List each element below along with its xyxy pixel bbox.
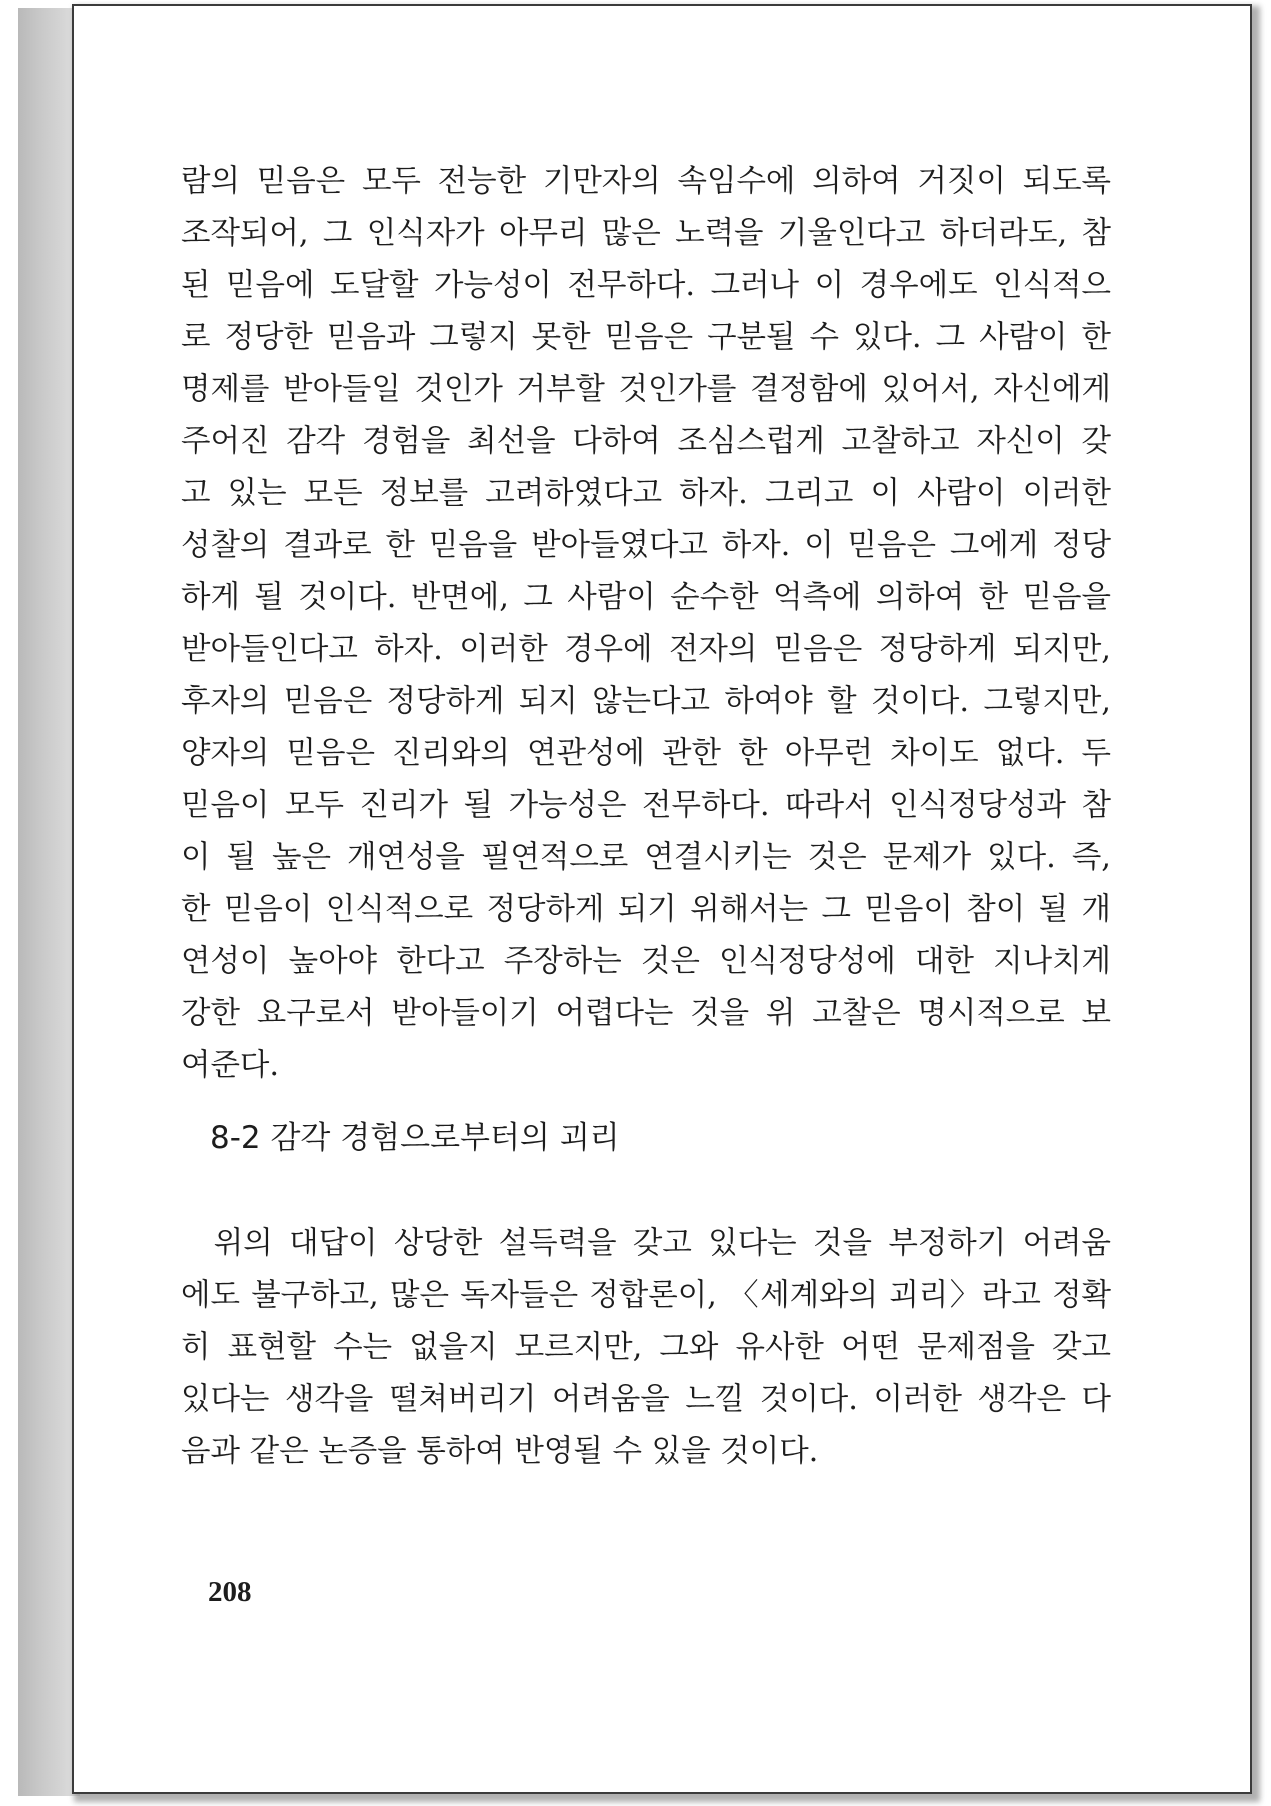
- book-spine-edge: [18, 8, 80, 1796]
- text-line: 고 있는 모든 정보를 고려하였다고 하자. 그리고 이 사람이 이러한: [181, 476, 1111, 511]
- text-line: 여준다.: [181, 1048, 280, 1083]
- text-line: 위의 대답이 상당한 설득력을 갖고 있다는 것을 부정하기 어려움: [181, 1226, 1111, 1261]
- section-heading: 8-2 감각 경험으로부터의 괴리: [210, 1120, 620, 1156]
- text-line: 람의 믿음은 모두 전능한 기만자의 속임수에 의하여 거짓이 되도록: [181, 164, 1111, 199]
- text-line: 조작되어, 그 인식자가 아무리 많은 노력을 기울인다고 하더라도, 참: [181, 216, 1111, 251]
- text-line: 된 믿음에 도달할 가능성이 전무하다. 그러나 이 경우에도 인식적으: [181, 268, 1111, 303]
- text-line: 양자의 믿음은 진리와의 연관성에 관한 한 아무런 차이도 없다. 두: [181, 736, 1111, 771]
- text-line: 하게 될 것이다. 반면에, 그 사람이 순수한 억측에 의하여 한 믿음을: [181, 580, 1111, 615]
- text-line: 있다는 생각을 떨쳐버리기 어려움을 느낄 것이다. 이러한 생각은 다: [181, 1382, 1111, 1417]
- page-number: 208: [208, 1576, 252, 1608]
- text-line: 로 정당한 믿음과 그렇지 못한 믿음은 구분될 수 있다. 그 사람이 한: [181, 320, 1111, 355]
- text-line: 한 믿음이 인식적으로 정당하게 되기 위해서는 그 믿음이 참이 될 개: [181, 892, 1111, 927]
- text-line: 히 표현할 수는 없을지 모르지만, 그와 유사한 어떤 문제점을 갖고: [181, 1330, 1111, 1365]
- text-line: 이 될 높은 개연성을 필연적으로 연결시키는 것은 문제가 있다. 즉,: [181, 840, 1111, 875]
- text-line: 믿음이 모두 진리가 될 가능성은 전무하다. 따라서 인식정당성과 참: [181, 788, 1111, 823]
- text-line: 명제를 받아들일 것인가 거부할 것인가를 결정함에 있어서, 자신에게: [181, 372, 1111, 407]
- text-line: 후자의 믿음은 정당하게 되지 않는다고 하여야 할 것이다. 그렇지만,: [181, 684, 1111, 719]
- paragraph-2: [181, 1218, 1111, 1478]
- text-line: 에도 불구하고, 많은 독자들은 정합론이, 〈세계와의 괴리〉라고 정확: [181, 1278, 1111, 1313]
- text-line: 연성이 높아야 한다고 주장하는 것은 인식정당성에 대한 지나치게: [181, 944, 1111, 979]
- text-line: 음과 같은 논증을 통하여 반영될 수 있을 것이다.: [181, 1434, 819, 1469]
- paragraph-1: [181, 156, 1111, 1092]
- text-line: 받아들인다고 하자. 이러한 경우에 전자의 믿음은 정당하게 되지만,: [181, 632, 1111, 667]
- text-line: 주어진 감각 경험을 최선을 다하여 조심스럽게 고찰하고 자신이 갖: [181, 424, 1111, 459]
- text-line: 강한 요구로서 받아들이기 어렵다는 것을 위 고찰은 명시적으로 보: [181, 996, 1111, 1031]
- text-line: 성찰의 결과로 한 믿음을 받아들였다고 하자. 이 믿음은 그에게 정당: [181, 528, 1111, 563]
